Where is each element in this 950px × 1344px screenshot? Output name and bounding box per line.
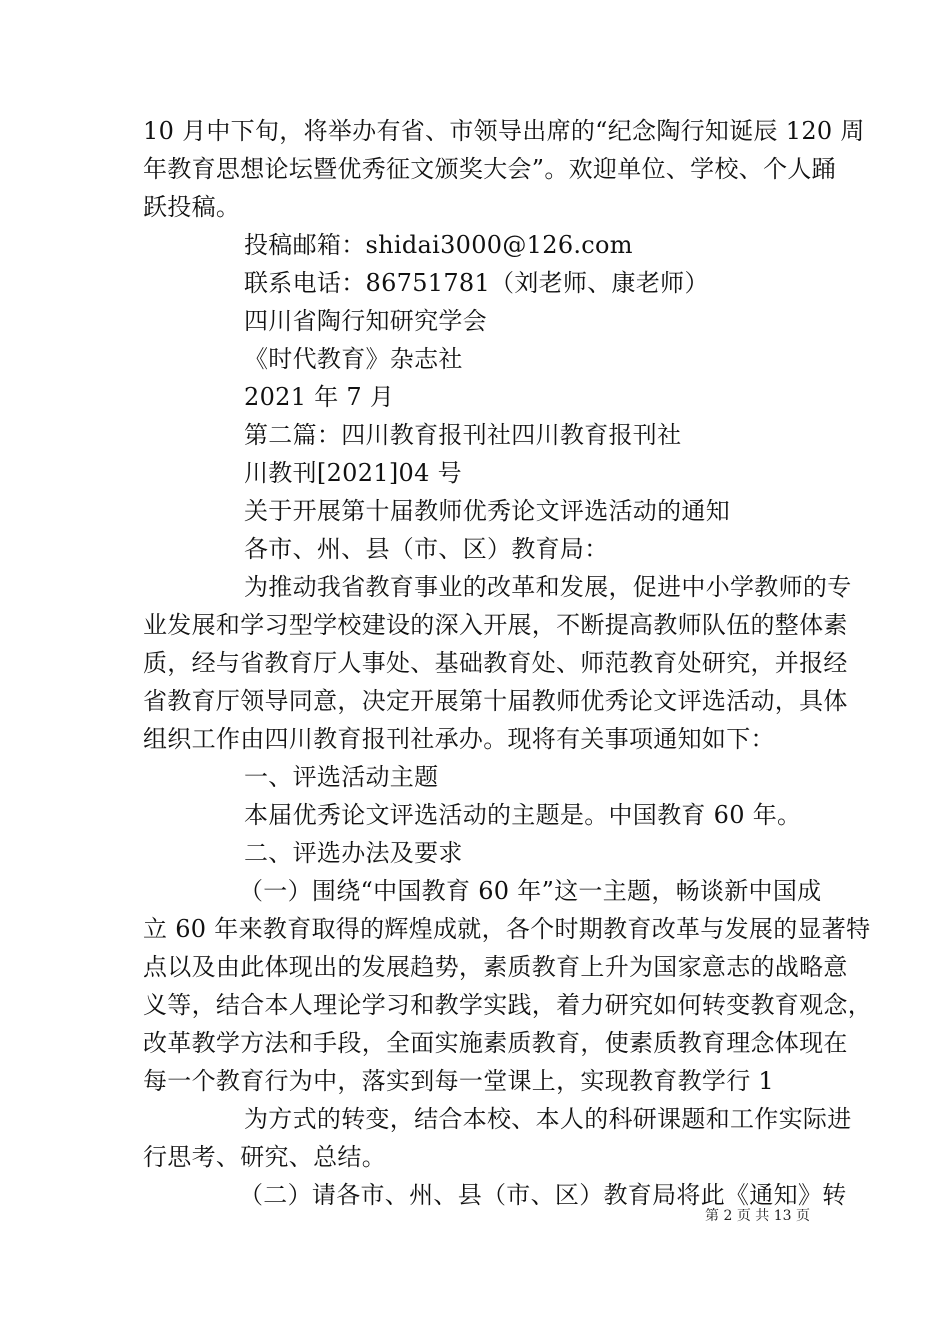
paragraph-line: 质，经与省教育厅人事处、基础教育处、师范教育处研究，并报经 — [143, 649, 848, 677]
paragraph-line: 本届优秀论文评选活动的主题是。中国教育 60 年。 — [244, 801, 802, 829]
paragraph-line: 义等，结合本人理论学习和教学实践，着力研究如何转变教育观念， — [143, 991, 872, 1019]
phone-line: 联系电话：86751781（刘老师、康老师） — [244, 269, 709, 297]
paragraph-line: 跃投稿。 — [143, 193, 241, 221]
magazine-line: 《时代教育》杂志社 — [244, 345, 463, 373]
email-line: 投稿邮箱：shidai3000@126.com — [244, 231, 633, 259]
page-number: 第 2 页 共 13 页 — [705, 1208, 810, 1224]
paragraph-line: 为推动我省教育事业的改革和发展，促进中小学教师的专 — [244, 573, 852, 601]
subheading-method: 二、评选办法及要求 — [244, 839, 463, 867]
paragraph-line: （一）围绕“中国教育 60 年”这一主题，畅谈新中国成 — [239, 877, 822, 905]
subheading-theme: 一、评选活动主题 — [244, 763, 439, 791]
paragraph-line: 行思考、研究、总结。 — [143, 1143, 386, 1171]
paragraph-line: （二）请各市、州、县（市、区）教育局将此《通知》转 — [239, 1181, 847, 1209]
organization-line: 四川省陶行知研究学会 — [244, 307, 487, 335]
document-body — [143, 112, 872, 1214]
date-line: 2021 年 7 月 — [244, 383, 395, 411]
recipient-line: 各市、州、县（市、区）教育局： — [244, 535, 609, 563]
paragraph-line: 业发展和学习型学校建设的深入开展，不断提高教师队伍的整体素 — [143, 611, 848, 639]
paragraph-line: 10 月中下旬，将举办有省、市领导出席的“纪念陶行知诞辰 120 周 — [143, 117, 865, 145]
paragraph-line: 立 60 年来教育取得的辉煌成就，各个时期教育改革与发展的显著特 — [143, 915, 871, 943]
notice-title: 关于开展第十届教师优秀论文评选活动的通知 — [244, 497, 730, 525]
paragraph-line: 为方式的转变，结合本校、本人的科研课题和工作实际进 — [244, 1105, 852, 1133]
paragraph-line: 改革教学方法和手段，全面实施素质教育，使素质教育理念体现在 — [143, 1029, 848, 1057]
paragraph-line: 点以及由此体现出的发展趋势，素质教育上升为国家意志的战略意 — [143, 953, 848, 981]
paragraph-line: 组织工作由四川教育报刊社承办。现将有关事项通知如下： — [143, 725, 775, 753]
section-heading: 第二篇：四川教育报刊社四川教育报刊社 — [244, 421, 682, 449]
paragraph-line: 每一个教育行为中，落实到每一堂课上，实现教育教学行 1 — [143, 1067, 774, 1095]
paragraph-line: 年教育思想论坛暨优秀征文颁奖大会”。欢迎单位、学校、个人踊 — [143, 155, 836, 183]
document-number: 川教刊[2021]04 号 — [244, 459, 462, 487]
paragraph-line: 省教育厅领导同意，决定开展第十届教师优秀论文评选活动，具体 — [143, 687, 848, 715]
